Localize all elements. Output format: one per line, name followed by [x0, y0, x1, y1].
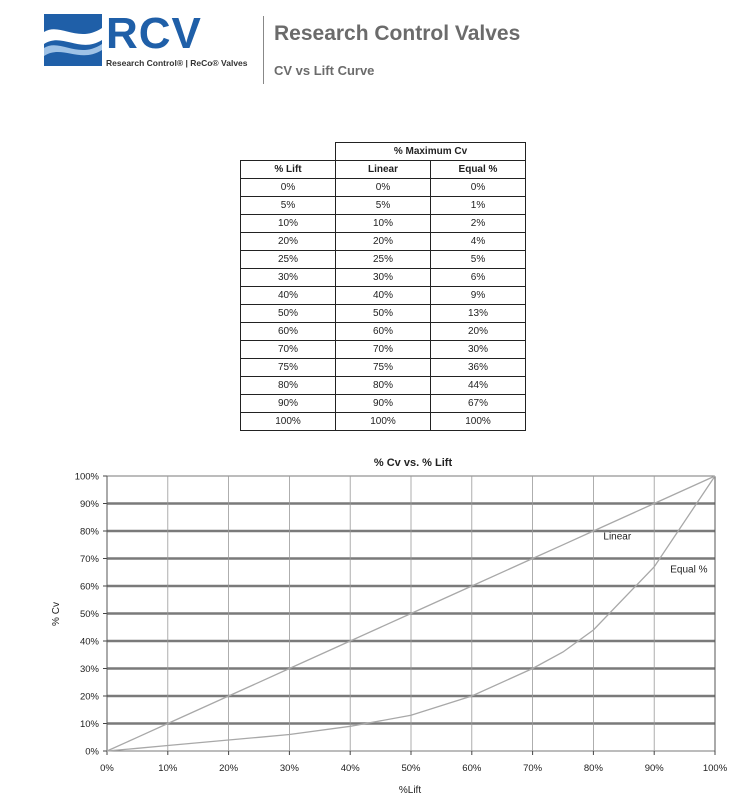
cell-equal: 20% — [431, 323, 526, 341]
table-row — [241, 287, 526, 305]
chart-title: % Cv vs. % Lift — [373, 457, 453, 469]
cell-linear: 100% — [336, 413, 431, 431]
table-corner — [241, 143, 336, 161]
x-tick-label: 30% — [279, 763, 299, 774]
cell-lift: 10% — [241, 215, 336, 233]
cell-equal: 2% — [431, 215, 526, 233]
cell-lift: 90% — [241, 395, 336, 413]
cell-equal: 44% — [431, 377, 526, 395]
header-divider — [263, 16, 264, 84]
cell-linear: 80% — [336, 377, 431, 395]
table-row — [241, 197, 526, 215]
table-row — [241, 233, 526, 251]
y-tick-label: 10% — [79, 719, 99, 730]
cell-equal: 100% — [431, 413, 526, 431]
cell-linear: 70% — [336, 341, 431, 359]
cell-equal: 67% — [431, 395, 526, 413]
x-tick-label: 10% — [158, 763, 178, 774]
cv-vs-lift-chart — [0, 448, 736, 800]
y-tick-label: 100% — [74, 471, 99, 483]
rcv-logo — [44, 9, 260, 72]
cell-linear: 90% — [336, 395, 431, 413]
x-tick-label: 70% — [523, 763, 543, 774]
cell-lift: 80% — [241, 377, 336, 395]
y-tick-label: 40% — [79, 636, 99, 648]
cell-linear: 40% — [336, 287, 431, 305]
y-tick-label: 70% — [79, 554, 99, 565]
table-row — [241, 305, 526, 323]
table-row — [241, 323, 526, 341]
document-subtitle: CV vs Lift Curve — [274, 63, 375, 78]
x-axis-label: %Lift — [398, 785, 422, 796]
cell-linear: 75% — [336, 359, 431, 377]
y-tick-label: 80% — [79, 526, 99, 538]
cell-equal: 4% — [431, 233, 526, 251]
cell-lift: 100% — [241, 413, 336, 431]
x-tick-label: 0% — [100, 763, 114, 774]
cell-linear: 20% — [336, 233, 431, 251]
cell-linear: 30% — [336, 269, 431, 287]
x-tick-label: 80% — [583, 763, 603, 774]
table-row — [241, 413, 526, 431]
table-row — [241, 377, 526, 395]
x-tick-label: 90% — [644, 763, 664, 774]
cell-lift: 20% — [241, 233, 336, 251]
table-row — [241, 341, 526, 359]
x-tick-label: 60% — [462, 763, 482, 774]
chart-annotations — [603, 532, 707, 576]
y-tick-label: 90% — [79, 499, 99, 510]
cell-equal: 0% — [431, 179, 526, 197]
cell-lift: 0% — [241, 179, 336, 197]
annotation-linear: Linear — [603, 531, 632, 543]
cell-linear: 0% — [336, 179, 431, 197]
logo-text: RCV — [106, 9, 202, 58]
table-header-linear: Linear — [336, 161, 431, 179]
annotation-equal-percent: Equal % — [670, 564, 708, 576]
cell-linear: 60% — [336, 323, 431, 341]
cell-equal: 6% — [431, 269, 526, 287]
cell-lift: 60% — [241, 323, 336, 341]
y-tick-label: 50% — [79, 609, 99, 620]
x-tick-label: 40% — [340, 763, 360, 774]
y-tick-label: 0% — [85, 746, 99, 758]
cell-linear: 25% — [336, 251, 431, 269]
table-row — [241, 251, 526, 269]
company-name: Research Control Valves — [274, 22, 521, 45]
y-tick-label: 60% — [79, 581, 99, 593]
cell-linear: 5% — [336, 197, 431, 215]
cell-equal: 1% — [431, 197, 526, 215]
cell-lift: 25% — [241, 251, 336, 269]
cell-lift: 30% — [241, 269, 336, 287]
x-tick-label: 50% — [401, 763, 421, 774]
cell-equal: 9% — [431, 287, 526, 305]
cell-linear: 50% — [336, 305, 431, 323]
y-axis-ticks — [75, 472, 100, 758]
cell-lift: 5% — [241, 197, 336, 215]
table-row — [241, 395, 526, 413]
cell-equal: 30% — [431, 341, 526, 359]
table-row — [241, 359, 526, 377]
x-tick-label: 20% — [219, 763, 239, 774]
x-axis-ticks — [100, 763, 728, 774]
table-header-equal: Equal % — [431, 161, 526, 179]
cell-equal: 13% — [431, 305, 526, 323]
x-tick-label: 100% — [702, 763, 728, 774]
cv-lift-table — [240, 142, 526, 431]
table-group-header: % Maximum Cv — [336, 143, 526, 161]
cell-lift: 50% — [241, 305, 336, 323]
table-row — [241, 269, 526, 287]
cell-lift: 75% — [241, 359, 336, 377]
logo-subtext: Research Control® | ReCo® Valves — [106, 58, 248, 68]
y-axis-label: % Cv — [51, 602, 62, 626]
cell-equal: 36% — [431, 359, 526, 377]
y-tick-label: 30% — [79, 664, 99, 675]
cell-lift: 40% — [241, 287, 336, 305]
table-row — [241, 179, 526, 197]
table-row — [241, 215, 526, 233]
table-header-lift: % Lift — [241, 161, 336, 179]
cell-lift: 70% — [241, 341, 336, 359]
rcv-logo-mark-icon — [44, 14, 102, 66]
cell-equal: 5% — [431, 251, 526, 269]
cell-linear: 10% — [336, 215, 431, 233]
y-tick-label: 20% — [79, 691, 99, 703]
